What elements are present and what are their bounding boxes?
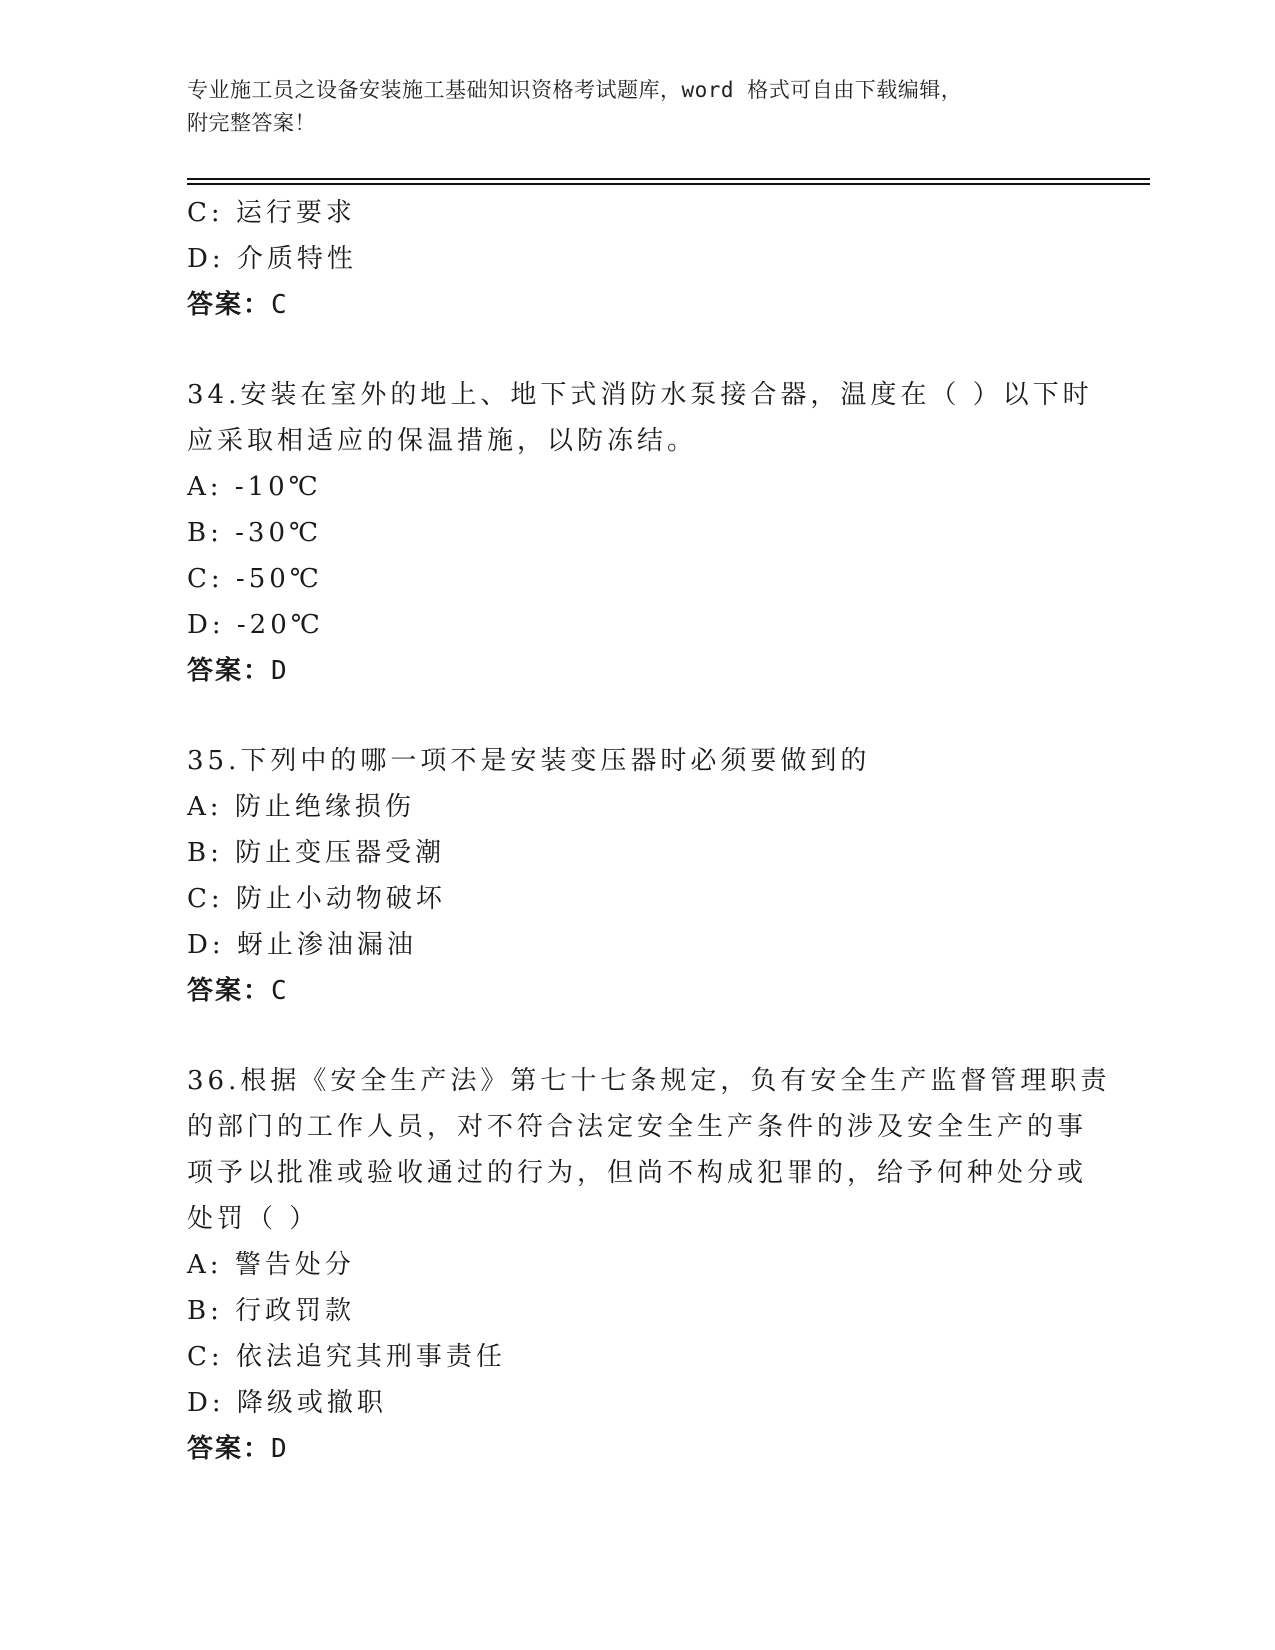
- option-text: 行政罚款: [235, 1296, 356, 1326]
- option-b: [187, 510, 1087, 556]
- option-letter: A:: [187, 472, 223, 502]
- previous-question-tail: [187, 190, 1087, 328]
- header-line-2: 附完整答案！: [187, 111, 316, 135]
- option-text: 运行要求: [235, 198, 356, 228]
- option-text: 降级或撤职: [236, 1388, 387, 1418]
- option-b: [187, 830, 1087, 876]
- option-d: [187, 922, 1087, 968]
- option-a: [187, 784, 1087, 830]
- option-d: [187, 602, 1087, 648]
- option-a: [187, 1242, 1087, 1288]
- answer-line: [187, 968, 1087, 1014]
- option-c: [187, 1334, 1087, 1380]
- option-letter: C:: [187, 1342, 224, 1372]
- question-text-line: 的部门的工作人员，对不符合法定安全生产条件的涉及安全生产的事: [187, 1112, 1088, 1142]
- answer-line: [187, 1426, 1087, 1472]
- option-letter: B:: [187, 518, 223, 548]
- answer-line: [187, 648, 1087, 694]
- option-c: [187, 190, 1087, 236]
- header-divider-top: [187, 178, 1150, 180]
- option-letter: D:: [187, 1388, 225, 1418]
- question-text-line: 处罚（ ）: [187, 1204, 320, 1234]
- option-letter: C:: [187, 198, 224, 228]
- option-text: 防止小动物破坏: [235, 884, 446, 914]
- option-text: 防止绝缘损伤: [234, 792, 415, 822]
- option-letter: D:: [187, 244, 225, 274]
- option-b: [187, 1288, 1087, 1334]
- question-text-line: 36.根据《安全生产法》第七十七条规定，负有安全生产监督管理职责: [187, 1066, 1111, 1096]
- spacer: [187, 1014, 1087, 1058]
- question-35: [187, 738, 1087, 1014]
- option-c: [187, 556, 1087, 602]
- answer-label: 答案：: [187, 976, 272, 1006]
- option-letter: C:: [187, 884, 224, 914]
- option-text: 依法追究其刑事责任: [235, 1342, 506, 1372]
- option-d: [187, 1380, 1087, 1426]
- option-text: 防止变压器受潮: [235, 838, 446, 868]
- option-text: -10℃: [234, 472, 322, 502]
- option-text: 蚜止渗油漏油: [236, 930, 417, 960]
- option-letter: A:: [187, 792, 223, 822]
- header-line-1: 专业施工员之设备安装施工基础知识资格考试题库，word 格式可自由下载编辑，: [187, 78, 963, 102]
- option-letter: D:: [187, 610, 225, 640]
- answer-value: D: [271, 656, 289, 686]
- answer-value: C: [271, 290, 289, 320]
- answer-value: D: [271, 1434, 289, 1464]
- option-letter: B:: [187, 838, 223, 868]
- option-text: -50℃: [235, 564, 323, 594]
- option-c: [187, 876, 1087, 922]
- answer-label: 答案：: [187, 290, 272, 320]
- answer-label: 答案：: [187, 1434, 272, 1464]
- answer-label: 答案：: [187, 656, 272, 686]
- option-text: -20℃: [236, 610, 324, 640]
- question-text-line: 应采取相适应的保温措施，以防冻结。: [187, 426, 698, 456]
- question-text-line: 34.安装在室外的地上、地下式消防水泵接合器，温度在（ ）以下时: [187, 380, 1093, 410]
- option-letter: A:: [187, 1250, 223, 1280]
- header-divider-bottom: [187, 183, 1150, 185]
- option-text: -30℃: [235, 518, 323, 548]
- spacer: [187, 328, 1087, 372]
- option-letter: C:: [187, 564, 224, 594]
- option-text: 警告处分: [234, 1250, 355, 1280]
- page-header: [187, 74, 1067, 140]
- answer-value: C: [271, 976, 289, 1006]
- option-d: [187, 236, 1087, 282]
- question-text-line: 项予以批准或验收通过的行为，但尚不构成犯罪的，给予何种处分或: [187, 1158, 1088, 1188]
- answer-line: [187, 282, 1087, 328]
- option-a: [187, 464, 1087, 510]
- question-36: [187, 1058, 1111, 1472]
- question-text-line: 35.下列中的哪一项不是安装变压器时必须要做到的: [187, 746, 871, 776]
- question-34: [187, 372, 1093, 694]
- option-letter: D:: [187, 930, 225, 960]
- option-text: 介质特性: [236, 244, 357, 274]
- document-body: [187, 190, 1111, 1472]
- option-letter: B:: [187, 1296, 223, 1326]
- spacer: [187, 694, 1087, 738]
